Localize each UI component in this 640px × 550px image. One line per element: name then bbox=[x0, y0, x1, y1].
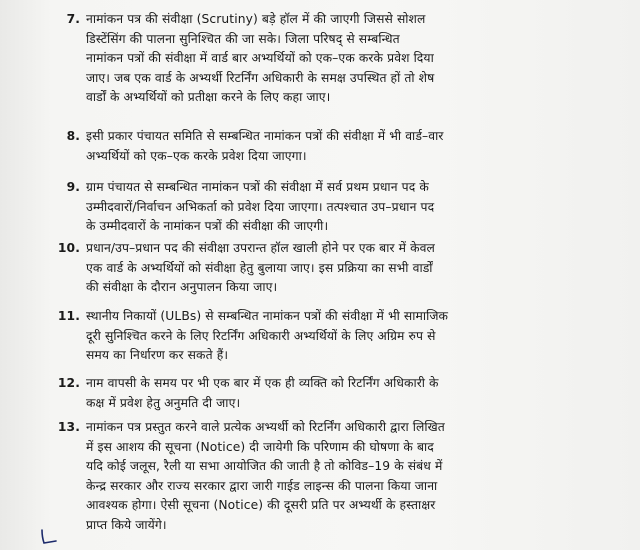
text-line: में इस आशय की सूचना (Notice) दी जायेगी कि परिणाम की घोषणा के बाद bbox=[86, 439, 434, 454]
text-line: डिस्टेंसिंग की पालना सुनिश्चित की जा सके। जिला परिषद् से सम्बन्धित bbox=[86, 31, 400, 46]
text-line: कक्ष में प्रवेश हेतु अनुमति दी जाए। bbox=[86, 395, 241, 410]
item-13 bbox=[50, 418, 585, 536]
text-line: अभ्यर्थियों को एक–एक करके प्रवेश दिया जाएगा। bbox=[86, 148, 307, 163]
text-line: ग्राम पंचायत से सम्बन्धित नामांकन पत्रों की संवीक्षा में सर्व प्रथम प्रधान पद के bbox=[86, 180, 429, 194]
text-line: की संवीक्षा के दौरान अनुपालन किया जाए। bbox=[86, 280, 278, 295]
item-number: 8. bbox=[66, 129, 80, 143]
text-line: नामांकन पत्र की संवीक्षा (Scrutiny) बड़े हॉल में की जाएगी जिससे सोशल bbox=[86, 12, 426, 26]
text-line: प्राप्त किये जायेंगे। bbox=[86, 517, 167, 532]
text-line: दूरी सुनिश्चित करने के लिए रिटर्निंग अधिकारी अभ्यर्थियों के लिए अग्रिम रुप से bbox=[86, 328, 436, 343]
item-number: 13. bbox=[57, 420, 80, 434]
text-line: वार्डों के अभ्यर्थियों को प्रतीक्षा करने के लिए कहा जाए। bbox=[86, 90, 331, 105]
handwritten-pen-mark bbox=[38, 528, 60, 546]
text-line: इसी प्रकार पंचायत समिति से सम्बन्धित नामांकन पत्रों की संवीक्षा में भी वार्ड–वार bbox=[86, 129, 444, 143]
text-line: यदि कोई जलूस, रैली या सभा आयोजित की जाती है तो कोविड–19 के संबंध में bbox=[86, 459, 443, 474]
text-line: एक वार्ड के अभ्यर्थियों को संवीक्षा हेतु बुलाया जाए। इस प्रक्रिया का सभी वार्डों bbox=[86, 260, 433, 275]
text-line: नाम वापसी के समय पर भी एक बार में एक ही व्यक्ति को रिटर्निंग अधिकारी के bbox=[86, 376, 439, 390]
text-line: नामांकन पत्र प्रस्तुत करने वाले प्रत्येक अभ्यर्थी को रिटर्निंग अधिकारी द्वारा लिखित bbox=[86, 420, 445, 434]
text-line: के उम्मीदवारों के नामांकन पत्रों की संवीक्षा की जाएगी। bbox=[86, 219, 329, 234]
text-line: उम्मीदवारों/निर्वाचन अभिकर्ता को प्रवेश दिया जाएगा। तत्पश्चात उप–प्रधान पद bbox=[86, 199, 435, 214]
item-9 bbox=[50, 178, 585, 237]
item-10 bbox=[50, 239, 585, 298]
text-line: आवश्यक होगा। ऐसी सूचना (Notice) की दूसरी प्रति पर अभ्यर्थी के हस्ताक्षर bbox=[86, 498, 436, 513]
text-line: प्रधान/उप–प्रधान पद की संवीक्षा उपरान्त हॉल खाली होने पर एक बार में केवल bbox=[86, 241, 435, 255]
item-number: 11. bbox=[57, 309, 80, 323]
item-11 bbox=[50, 307, 585, 366]
text-line: स्थानीय निकायों (ULBs) से सम्बन्धित नामांकन पत्रों की संवीक्षा में भी सामाजिक bbox=[86, 309, 449, 323]
text-line: केन्द्र सरकार और राज्य सरकार द्वारा जारी गाईड लाइन्स की पालना किया जाना bbox=[86, 478, 438, 493]
item-number: 9. bbox=[66, 180, 80, 194]
item-8 bbox=[50, 127, 585, 166]
item-number: 7. bbox=[66, 12, 80, 26]
text-line: नामांकन पत्रों की संवीक्षा में वार्ड बार अभ्यर्थियों को एक–एक करके प्रवेश दिया bbox=[86, 51, 434, 66]
text-line: जाए। जब एक वार्ड के अभ्यर्थी रिटर्निंग अधिकारी के समक्ष उपस्थित हों तो शेष bbox=[86, 70, 435, 85]
item-number: 10. bbox=[57, 241, 80, 255]
text-line: समय का निर्धारण कर सकते हैं। bbox=[86, 348, 229, 363]
item-12 bbox=[50, 374, 585, 413]
item-number: 12. bbox=[57, 376, 80, 390]
item-7 bbox=[50, 10, 585, 108]
